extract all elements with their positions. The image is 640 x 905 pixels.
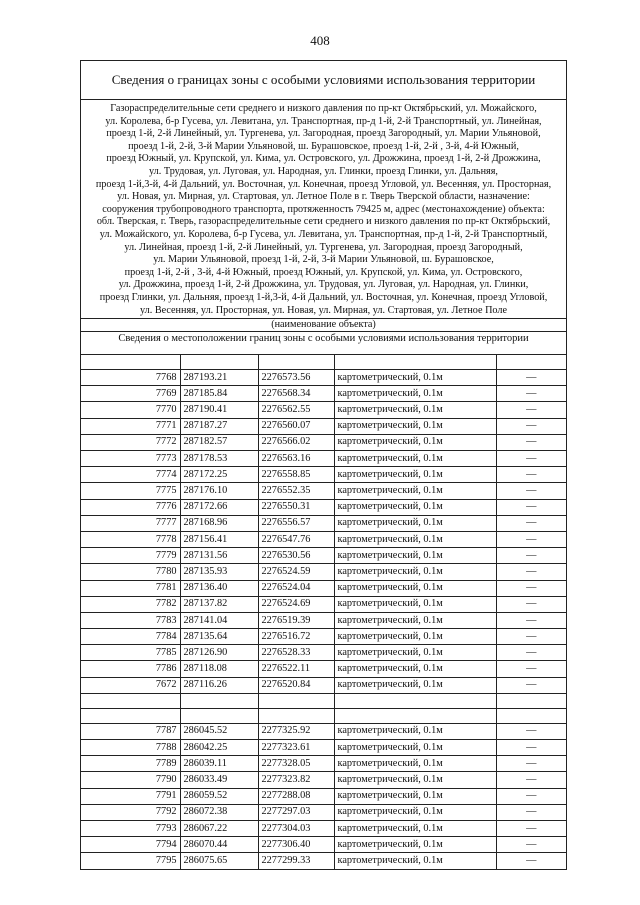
coord-y: 2276520.84 bbox=[258, 677, 334, 693]
coord-y: 2277297.03 bbox=[258, 804, 334, 820]
description-line: проезд 1-й, 2-й , 3-й, 4-й Южный, проезд Южный, ул. Крупской, ул. Кима, ул. Островского, bbox=[124, 266, 523, 278]
coord-y: 2276524.59 bbox=[258, 564, 334, 580]
point-number: 7672 bbox=[81, 677, 180, 693]
method-accuracy: картометрический, 0.1м bbox=[334, 645, 496, 661]
method-accuracy: картометрический, 0.1м bbox=[334, 531, 496, 547]
method-accuracy: картометрический, 0.1м bbox=[334, 402, 496, 418]
method-accuracy: картометрический, 0.1м bbox=[334, 564, 496, 580]
coord-x: 287168.96 bbox=[180, 515, 258, 531]
table-row bbox=[81, 386, 566, 402]
table-row bbox=[81, 418, 566, 434]
document-frame bbox=[80, 60, 567, 870]
coord-x: 287141.04 bbox=[180, 612, 258, 628]
coord-x: 287178.53 bbox=[180, 451, 258, 467]
table-row bbox=[81, 788, 566, 804]
table-row bbox=[81, 756, 566, 772]
table-row bbox=[81, 772, 566, 788]
point-number: 7775 bbox=[81, 483, 180, 499]
method-accuracy: картометрический, 0.1м bbox=[334, 596, 496, 612]
coord-x: 286059.52 bbox=[180, 788, 258, 804]
coord-y: 2277323.61 bbox=[258, 740, 334, 756]
coord-y: 2277325.92 bbox=[258, 723, 334, 739]
description-cell: — bbox=[496, 645, 566, 661]
coord-y: 2276562.55 bbox=[258, 402, 334, 418]
point-number: 7790 bbox=[81, 772, 180, 788]
description-cell: — bbox=[496, 723, 566, 739]
description-line: проезд Южный, ул. Крупской, ул. Кима, ул. Островского, ул. Дрожжина, проезд 1-й, 2-й Дрожжина, bbox=[106, 153, 541, 165]
point-number: 7777 bbox=[81, 515, 180, 531]
coord-x: 287116.26 bbox=[180, 677, 258, 693]
table-row bbox=[81, 548, 566, 564]
point-number: 7789 bbox=[81, 756, 180, 772]
section-title: Сведения о местоположении границ зоны с особыми условиями использования территории bbox=[81, 332, 566, 355]
object-name-caption: (наименование объекта) bbox=[81, 318, 566, 332]
description-cell: — bbox=[496, 483, 566, 499]
table-row bbox=[81, 740, 566, 756]
empty-cell bbox=[81, 693, 180, 708]
method-accuracy: картометрический, 0.1м bbox=[334, 853, 496, 869]
description-cell: — bbox=[496, 772, 566, 788]
table-row bbox=[81, 580, 566, 596]
description-line: ул. Новая, ул. Мирная, ул. Стартовая, ул. Летное Поле в г. Тверь Тверской области, назначение: bbox=[117, 191, 530, 203]
table-row bbox=[81, 677, 566, 693]
coord-y: 2277299.33 bbox=[258, 853, 334, 869]
table-row bbox=[81, 499, 566, 515]
description-line: ул. Трудовая, ул. Луговая, ул. Народная, ул. Глинки, проезд Глинки, ул. Дальняя, bbox=[149, 165, 498, 177]
point-number: 7785 bbox=[81, 645, 180, 661]
point-number: 7770 bbox=[81, 402, 180, 418]
point-number: 7786 bbox=[81, 661, 180, 677]
description-cell: — bbox=[496, 434, 566, 450]
description-cell: — bbox=[496, 418, 566, 434]
coord-x: 287176.10 bbox=[180, 483, 258, 499]
coord-y: 2277304.03 bbox=[258, 820, 334, 836]
table-row bbox=[81, 853, 566, 869]
description-line: обл. Тверская, г. Тверь, газораспределительные сети среднего и низкого давления по пр-кт Октябрьский, bbox=[96, 216, 551, 228]
coord-x: 286070.44 bbox=[180, 837, 258, 853]
empty-cell bbox=[180, 355, 258, 370]
empty-cell bbox=[258, 693, 334, 708]
description-cell: — bbox=[496, 756, 566, 772]
description-cell: — bbox=[496, 515, 566, 531]
method-accuracy: картометрический, 0.1м bbox=[334, 370, 496, 386]
method-accuracy: картометрический, 0.1м bbox=[334, 723, 496, 739]
coord-x: 287136.40 bbox=[180, 580, 258, 596]
empty-cell bbox=[334, 693, 496, 708]
coord-y: 2276547.76 bbox=[258, 531, 334, 547]
description-cell: — bbox=[496, 661, 566, 677]
coord-y: 2277288.08 bbox=[258, 788, 334, 804]
point-number: 7776 bbox=[81, 499, 180, 515]
coord-y: 2276563.16 bbox=[258, 451, 334, 467]
description-line: ул. Дрожжина, проезд 1-й, 2-й Дрожжина, ул. Трудовая, ул. Луговая, ул. Народная, ул. Глинки, bbox=[118, 279, 529, 291]
method-accuracy: картометрический, 0.1м bbox=[334, 804, 496, 820]
table-row bbox=[81, 645, 566, 661]
coord-y: 2276566.02 bbox=[258, 434, 334, 450]
method-accuracy: картометрический, 0.1м bbox=[334, 756, 496, 772]
empty-cell bbox=[496, 708, 566, 723]
coord-y: 2276524.04 bbox=[258, 580, 334, 596]
table-row bbox=[81, 723, 566, 739]
coord-x: 286067.22 bbox=[180, 820, 258, 836]
method-accuracy: картометрический, 0.1м bbox=[334, 677, 496, 693]
description-line: ул. Весенняя, ул. Просторная, ул. Новая, ул. Мирная, ул. Стартовая, ул. Летное Поле bbox=[140, 304, 507, 316]
method-accuracy: картометрический, 0.1м bbox=[334, 740, 496, 756]
table-row bbox=[81, 820, 566, 836]
coord-x: 287172.25 bbox=[180, 467, 258, 483]
description-line: ул. Линейная, проезд 1-й, 2-й Линейный, ул. Тургенева, ул. Загородная, проезд Загородный, bbox=[124, 241, 523, 253]
coord-x: 286039.11 bbox=[180, 756, 258, 772]
coord-x: 287193.21 bbox=[180, 370, 258, 386]
point-number: 7791 bbox=[81, 788, 180, 804]
description-line: проезд 1-й,3-й, 4-й Дальний, ул. Восточная, ул. Конечная, проезд Угловой, ул. Весенняя, ул. Просторная, bbox=[95, 178, 552, 190]
point-number: 7779 bbox=[81, 548, 180, 564]
object-description bbox=[81, 100, 566, 318]
description-cell: — bbox=[496, 853, 566, 869]
coord-y: 2276560.07 bbox=[258, 418, 334, 434]
description-line: ул. Марии Ульяновой, проезд 1-й, 2-й, 3-й Марии Ульяновой, ш. Бурашовское, bbox=[153, 254, 494, 266]
coord-x: 287118.08 bbox=[180, 661, 258, 677]
empty-cell bbox=[334, 708, 496, 723]
description-line: проезд Глинки, ул. Дальняя, проезд 1-й,3-й, 4-й Дальний, ул. Восточная, ул. Конечная, проезд Угловой, bbox=[99, 291, 548, 303]
point-number: 7787 bbox=[81, 723, 180, 739]
coord-x: 287135.93 bbox=[180, 564, 258, 580]
description-cell: — bbox=[496, 612, 566, 628]
empty-cell bbox=[258, 355, 334, 370]
point-number: 7795 bbox=[81, 853, 180, 869]
document-title: Сведения о границах зоны с особыми условиями использования территории bbox=[81, 61, 566, 100]
method-accuracy: картометрический, 0.1м bbox=[334, 483, 496, 499]
table-row bbox=[81, 629, 566, 645]
table-row bbox=[81, 515, 566, 531]
method-accuracy: картометрический, 0.1м bbox=[334, 820, 496, 836]
method-accuracy: картометрический, 0.1м bbox=[334, 467, 496, 483]
description-cell: — bbox=[496, 629, 566, 645]
table-row bbox=[81, 531, 566, 547]
table-row bbox=[81, 402, 566, 418]
table-row bbox=[81, 451, 566, 467]
table-row bbox=[81, 596, 566, 612]
method-accuracy: картометрический, 0.1м bbox=[334, 580, 496, 596]
coord-y: 2276516.72 bbox=[258, 629, 334, 645]
coord-x: 286042.25 bbox=[180, 740, 258, 756]
point-number: 7793 bbox=[81, 820, 180, 836]
point-number: 7773 bbox=[81, 451, 180, 467]
method-accuracy: картометрический, 0.1м bbox=[334, 386, 496, 402]
method-accuracy: картометрический, 0.1м bbox=[334, 515, 496, 531]
empty-cell bbox=[334, 355, 496, 370]
table-row bbox=[81, 661, 566, 677]
table-row bbox=[81, 467, 566, 483]
point-number: 7792 bbox=[81, 804, 180, 820]
description-cell: — bbox=[496, 402, 566, 418]
coord-x: 287137.82 bbox=[180, 596, 258, 612]
description-cell: — bbox=[496, 788, 566, 804]
table-row-empty bbox=[81, 693, 566, 708]
point-number: 7768 bbox=[81, 370, 180, 386]
coord-y: 2276528.33 bbox=[258, 645, 334, 661]
method-accuracy: картометрический, 0.1м bbox=[334, 661, 496, 677]
empty-cell bbox=[81, 708, 180, 723]
coord-y: 2276524.69 bbox=[258, 596, 334, 612]
description-line: ул. Королева, б-р Гусева, ул. Левитана, ул. Транспортная, пр-д 1-й, 2-й Транспортный, ул. Линейная, bbox=[105, 115, 542, 127]
description-cell: — bbox=[496, 548, 566, 564]
description-cell: — bbox=[496, 451, 566, 467]
coord-y: 2276522.11 bbox=[258, 661, 334, 677]
method-accuracy: картометрический, 0.1м bbox=[334, 788, 496, 804]
coord-x: 287156.41 bbox=[180, 531, 258, 547]
coord-y: 2276550.31 bbox=[258, 499, 334, 515]
table-row bbox=[81, 564, 566, 580]
page-number: 408 bbox=[310, 33, 330, 48]
method-accuracy: картометрический, 0.1м bbox=[334, 772, 496, 788]
description-cell: — bbox=[496, 820, 566, 836]
table-row bbox=[81, 370, 566, 386]
coord-x: 286045.52 bbox=[180, 723, 258, 739]
table-row bbox=[81, 612, 566, 628]
description-cell: — bbox=[496, 564, 566, 580]
description-cell: — bbox=[496, 370, 566, 386]
coord-y: 2276558.85 bbox=[258, 467, 334, 483]
table-row bbox=[81, 837, 566, 853]
empty-cell bbox=[258, 708, 334, 723]
point-number: 7783 bbox=[81, 612, 180, 628]
coord-x: 287187.27 bbox=[180, 418, 258, 434]
coord-y: 2277323.82 bbox=[258, 772, 334, 788]
coord-y: 2276573.56 bbox=[258, 370, 334, 386]
description-line: проезд 1-й, 2-й Линейный, ул. Тургенева, ул. Загородная, проезд Загородный, ул. Марии Ульяновой, bbox=[106, 128, 541, 140]
description-line: Газораспределительные сети среднего и низкого давления по пр-кт Октябрьский, ул. Можайского, bbox=[110, 103, 537, 114]
point-number: 7782 bbox=[81, 596, 180, 612]
empty-cell bbox=[81, 355, 180, 370]
empty-cell bbox=[496, 693, 566, 708]
coord-x: 287131.56 bbox=[180, 548, 258, 564]
coord-y: 2276519.39 bbox=[258, 612, 334, 628]
point-number: 7780 bbox=[81, 564, 180, 580]
coord-y: 2277328.05 bbox=[258, 756, 334, 772]
coord-x: 287172.66 bbox=[180, 499, 258, 515]
point-number: 7794 bbox=[81, 837, 180, 853]
coord-x: 287126.90 bbox=[180, 645, 258, 661]
coord-x: 286075.65 bbox=[180, 853, 258, 869]
method-accuracy: картометрический, 0.1м bbox=[334, 548, 496, 564]
point-number: 7778 bbox=[81, 531, 180, 547]
empty-cell bbox=[496, 355, 566, 370]
description-cell: — bbox=[496, 740, 566, 756]
table-row-empty bbox=[81, 355, 566, 370]
empty-cell bbox=[180, 693, 258, 708]
method-accuracy: картометрический, 0.1м bbox=[334, 434, 496, 450]
description-line: проезд 1-й, 2-й, 3-й Марии Ульяновой, ш. Бурашовское, проезд 1-й, 2-й , 3-й, 4-й Южный, bbox=[128, 140, 519, 152]
coord-x: 287185.84 bbox=[180, 386, 258, 402]
coord-y: 2277306.40 bbox=[258, 837, 334, 853]
coord-x: 286033.49 bbox=[180, 772, 258, 788]
description-cell: — bbox=[496, 804, 566, 820]
method-accuracy: картометрический, 0.1м bbox=[334, 418, 496, 434]
point-number: 7788 bbox=[81, 740, 180, 756]
coordinates-table bbox=[81, 355, 566, 868]
description-cell: — bbox=[496, 531, 566, 547]
description-line: ул. Можайского, ул. Королева, б-р Гусева, ул. Левитана, ул. Транспортная, пр-д 1-й, 2-й Транспортный, bbox=[99, 228, 548, 240]
coord-y: 2276556.57 bbox=[258, 515, 334, 531]
coord-x: 287190.41 bbox=[180, 402, 258, 418]
coord-y: 2276568.34 bbox=[258, 386, 334, 402]
coord-y: 2276552.35 bbox=[258, 483, 334, 499]
method-accuracy: картометрический, 0.1м bbox=[334, 837, 496, 853]
description-cell: — bbox=[496, 677, 566, 693]
point-number: 7769 bbox=[81, 386, 180, 402]
empty-cell bbox=[180, 708, 258, 723]
method-accuracy: картометрический, 0.1м bbox=[334, 499, 496, 515]
method-accuracy: картометрический, 0.1м bbox=[334, 612, 496, 628]
description-cell: — bbox=[496, 499, 566, 515]
coord-x: 287135.64 bbox=[180, 629, 258, 645]
coord-y: 2276530.56 bbox=[258, 548, 334, 564]
table-row bbox=[81, 483, 566, 499]
table-row bbox=[81, 434, 566, 450]
description-cell: — bbox=[496, 386, 566, 402]
table-row bbox=[81, 804, 566, 820]
description-cell: — bbox=[496, 837, 566, 853]
method-accuracy: картометрический, 0.1м bbox=[334, 629, 496, 645]
description-line: сооружения трубопроводного транспорта, протяженность 79425 м, адрес (местонахождение) объекта: bbox=[102, 203, 545, 215]
description-cell: — bbox=[496, 580, 566, 596]
description-cell: — bbox=[496, 596, 566, 612]
point-number: 7771 bbox=[81, 418, 180, 434]
method-accuracy: картометрический, 0.1м bbox=[334, 451, 496, 467]
description-cell: — bbox=[496, 467, 566, 483]
table-row-empty bbox=[81, 708, 566, 723]
point-number: 7784 bbox=[81, 629, 180, 645]
point-number: 7774 bbox=[81, 467, 180, 483]
point-number: 7781 bbox=[81, 580, 180, 596]
coord-x: 287182.57 bbox=[180, 434, 258, 450]
point-number: 7772 bbox=[81, 434, 180, 450]
coord-x: 286072.38 bbox=[180, 804, 258, 820]
